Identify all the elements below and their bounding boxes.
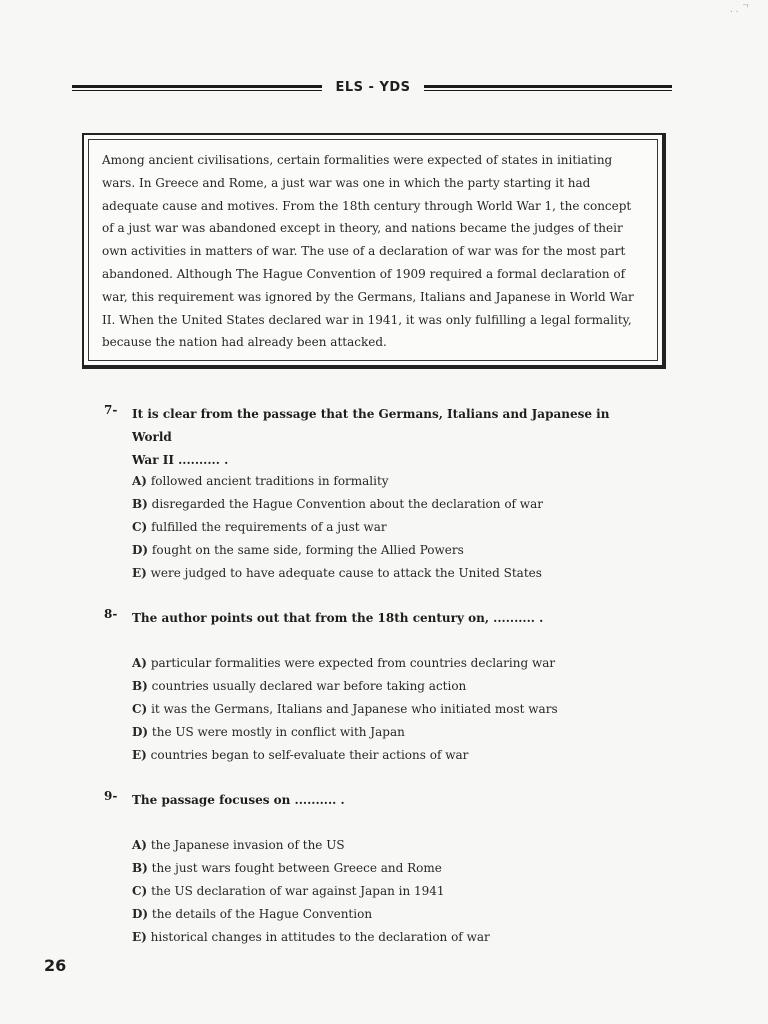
question-stem-line: The passage focuses on .......... . bbox=[132, 793, 345, 807]
question-stem bbox=[132, 607, 652, 630]
option-letter: D) bbox=[132, 725, 149, 739]
option-letter: D) bbox=[132, 543, 149, 557]
page-header bbox=[72, 80, 672, 98]
passage-line: own activities in matters of war. The use of a declaration of war was for the most part bbox=[102, 244, 626, 259]
question-stem bbox=[132, 789, 652, 812]
header-title: ELS - YDS bbox=[335, 80, 411, 95]
option-a[interactable] bbox=[132, 652, 558, 675]
option-e[interactable] bbox=[132, 744, 558, 767]
option-letter: E) bbox=[132, 930, 147, 944]
option-a[interactable] bbox=[132, 470, 543, 493]
option-text: the details of the Hague Convention bbox=[151, 907, 373, 921]
option-text: the US declaration of war against Japan in 1941 bbox=[151, 884, 445, 898]
option-text: it was the Germans, Italians and Japanese who initiated most wars bbox=[151, 702, 558, 716]
option-letter: C) bbox=[132, 884, 148, 898]
option-text: were judged to have adequate cause to attack the United States bbox=[150, 566, 542, 580]
option-text: countries began to self-evaluate their actions of war bbox=[150, 748, 469, 762]
passage-line: Among ancient civilisations, certain formalities were expected of states in initiating bbox=[102, 153, 613, 167]
answer-options bbox=[132, 834, 490, 949]
passage-line: war, this requirement was ignored by the Germans, Italians and Japanese in World War bbox=[102, 289, 634, 304]
option-letter: C) bbox=[132, 702, 148, 716]
passage-text bbox=[102, 149, 650, 354]
question-number: 7- bbox=[104, 403, 118, 417]
option-letter: E) bbox=[132, 566, 147, 580]
passage-line: wars. In Greece and Rome, a just war was one in which the party starting it had bbox=[102, 175, 591, 190]
option-text: disregarded the Hague Convention about the declaration of war bbox=[151, 497, 543, 511]
option-text: fulfilled the requirements of a just war bbox=[151, 520, 387, 534]
option-letter: A) bbox=[132, 656, 147, 670]
option-letter: B) bbox=[132, 497, 148, 511]
option-d[interactable] bbox=[132, 903, 490, 926]
option-e[interactable] bbox=[132, 926, 490, 949]
option-letter: A) bbox=[132, 474, 147, 488]
answer-options bbox=[132, 470, 543, 585]
option-letter: D) bbox=[132, 907, 149, 921]
option-text: the just wars fought between Greece and Rome bbox=[151, 861, 442, 875]
reading-passage-box bbox=[82, 133, 666, 369]
option-d[interactable] bbox=[132, 539, 543, 562]
header-rule-left bbox=[72, 85, 322, 92]
passage-line: II. When the United States declared war in 1941, it was only fulfilling a legal formality, bbox=[102, 312, 632, 327]
option-text: the US were mostly in conflict with Japan bbox=[151, 725, 405, 739]
passage-line: of a just war was abandoned except in theory, and nations became the judges of their bbox=[102, 221, 623, 236]
option-text: followed ancient traditions in formality bbox=[150, 474, 389, 488]
question-stem-line: It is clear from the passage that the Germans, Italians and Japanese in World bbox=[132, 407, 610, 444]
page-number: 26 bbox=[44, 956, 67, 975]
option-letter: B) bbox=[132, 861, 148, 875]
option-letter: E) bbox=[132, 748, 147, 762]
passage-line: adequate cause and motives. From the 18th century through World War 1, the concept bbox=[102, 198, 632, 213]
option-b[interactable] bbox=[132, 493, 543, 516]
passage-line: abandoned. Although The Hague Convention of 1909 required a formal declaration of bbox=[102, 266, 626, 281]
question-stem-line: The author points out that from the 18th century on, .......... . bbox=[132, 611, 544, 625]
option-c[interactable] bbox=[132, 516, 543, 539]
option-c[interactable] bbox=[132, 880, 490, 903]
option-text: countries usually declared war before taking action bbox=[151, 679, 467, 693]
option-a[interactable] bbox=[132, 834, 490, 857]
option-letter: C) bbox=[132, 520, 148, 534]
option-text: particular formalities were expected from countries declaring war bbox=[150, 656, 556, 670]
question-stem bbox=[132, 403, 652, 472]
option-letter: B) bbox=[132, 679, 148, 693]
option-e[interactable] bbox=[132, 562, 543, 585]
passage-line: because the nation had already been attacked. bbox=[102, 335, 387, 350]
header-rule-right bbox=[424, 85, 672, 92]
question-number: 8- bbox=[104, 607, 118, 621]
option-text: fought on the same side, forming the Allied Powers bbox=[151, 543, 464, 557]
option-letter: A) bbox=[132, 838, 147, 852]
scan-corner-mark: . . ᄀ bbox=[729, 5, 750, 15]
option-text: historical changes in attitudes to the declaration of war bbox=[150, 930, 490, 944]
question-stem-line: War II .......... . bbox=[132, 453, 229, 467]
option-b[interactable] bbox=[132, 675, 558, 698]
option-b[interactable] bbox=[132, 857, 490, 880]
option-c[interactable] bbox=[132, 698, 558, 721]
option-d[interactable] bbox=[132, 721, 558, 744]
question-number: 9- bbox=[104, 789, 118, 803]
answer-options bbox=[132, 652, 558, 767]
option-text: the Japanese invasion of the US bbox=[150, 838, 345, 852]
